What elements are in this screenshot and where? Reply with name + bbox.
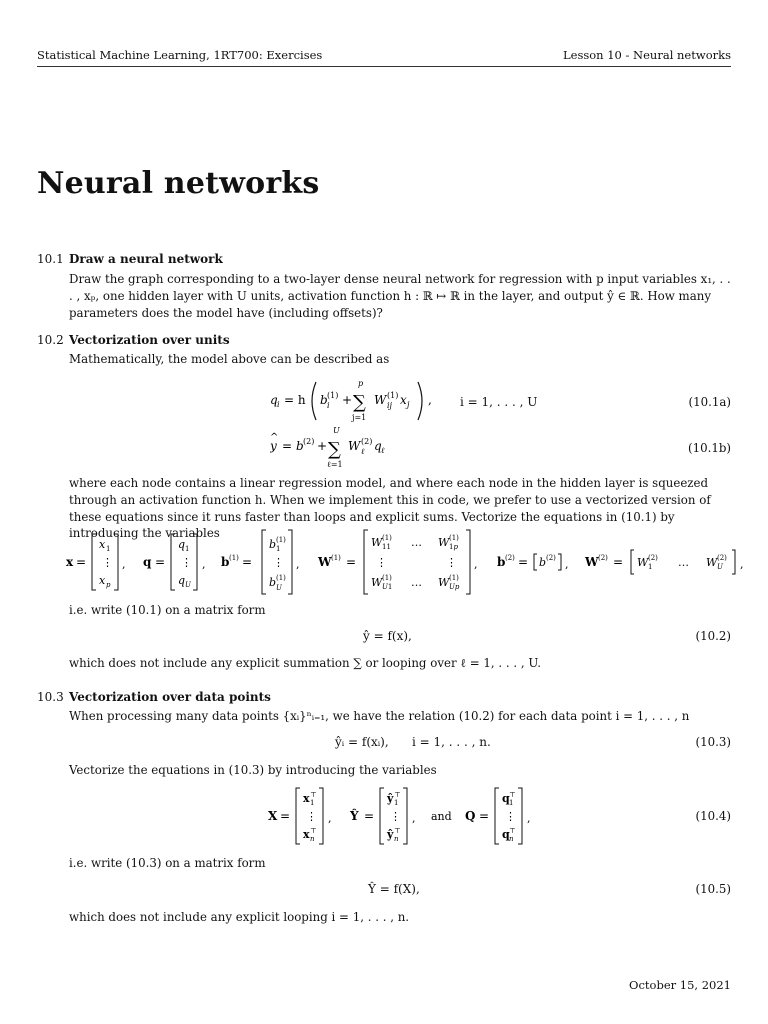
svg-text:W: W: [438, 576, 450, 589]
svg-text:…: …: [411, 536, 422, 549]
equation-10-3-range: i = 1, . . . , n.: [412, 735, 491, 749]
svg-text:⊤: ⊤: [394, 791, 401, 799]
section-title: Vectorization over units: [69, 333, 230, 347]
svg-text:⋮: ⋮: [390, 810, 401, 823]
svg-text:(1): (1): [331, 554, 341, 562]
header-rule: [37, 66, 731, 67]
section-number: 10.1: [37, 252, 64, 266]
equation-10-1a-range: i = 1, . . . , U: [460, 395, 538, 409]
svg-text:Up: Up: [449, 583, 460, 591]
svg-text:⊤: ⊤: [310, 791, 317, 799]
section-title: Vectorization over data points: [69, 690, 271, 704]
svg-text:,: ,: [428, 393, 432, 407]
section-10-3-vectorize: Vectorize the equations in (10.3) by introducing the variables: [69, 763, 437, 777]
equation-10-3: ŷᵢ = f(xᵢ),: [335, 735, 389, 749]
svg-text:W: W: [637, 556, 649, 569]
svg-text:q: q: [502, 828, 510, 841]
svg-text:=: =: [479, 809, 490, 823]
svg-text:Ŷ: Ŷ: [350, 809, 359, 823]
svg-text:=: =: [518, 555, 529, 569]
svg-text:=: =: [280, 809, 291, 823]
equation-label: (10.5): [695, 882, 731, 896]
svg-text:(1): (1): [382, 574, 392, 582]
svg-text:U: U: [276, 584, 282, 592]
svg-text:⊤: ⊤: [310, 827, 317, 835]
svg-text:U1: U1: [382, 583, 393, 591]
svg-text:x: x: [400, 393, 407, 407]
footer-date: October 15, 2021: [629, 978, 731, 992]
equation-label: (10.1b): [687, 441, 731, 455]
svg-text:W: W: [374, 393, 387, 407]
section-number: 10.2: [37, 333, 64, 347]
svg-text:⋮: ⋮: [505, 810, 516, 823]
svg-text:,: ,: [474, 558, 478, 571]
svg-text:=: =: [155, 555, 166, 569]
equation-label: (10.1a): [688, 395, 731, 409]
svg-text:n: n: [394, 835, 399, 843]
svg-text:ℓ: ℓ: [361, 447, 365, 456]
svg-text:(1): (1): [387, 391, 399, 400]
svg-text:(2): (2): [648, 554, 658, 562]
svg-text:x: x: [303, 792, 310, 805]
svg-text:⋮: ⋮: [181, 556, 192, 569]
svg-text:b: b: [320, 393, 328, 407]
section-10-3-closing: which does not include any explicit looping i = 1, . . . , n.: [69, 910, 410, 924]
svg-text:q: q: [143, 555, 152, 569]
svg-text:,: ,: [202, 558, 206, 571]
equation-label: (10.2): [695, 629, 731, 643]
svg-text:(1): (1): [449, 574, 459, 582]
header-course: Statistical Machine Learning, 1RT700: Exercises: [37, 48, 323, 62]
svg-text:ℓ: ℓ: [381, 446, 385, 455]
svg-text:ℓ=1: ℓ=1: [327, 460, 343, 469]
svg-text:1: 1: [185, 545, 190, 553]
svg-text:W: W: [348, 439, 361, 453]
svg-text:1: 1: [106, 545, 111, 553]
svg-text:x: x: [66, 555, 74, 569]
svg-text:(1): (1): [229, 554, 239, 562]
svg-text:⋮: ⋮: [306, 810, 317, 823]
svg-text:=: =: [346, 555, 357, 569]
section-title: Draw a neural network: [69, 252, 223, 266]
equation-10-4-graphic: [268, 786, 538, 846]
svg-text:=: =: [76, 555, 87, 569]
svg-text:1: 1: [276, 545, 281, 553]
equation-10-1b-graphic: [270, 426, 430, 472]
svg-text:1: 1: [509, 799, 514, 807]
svg-text:+: +: [317, 439, 328, 453]
svg-text:=: =: [282, 439, 293, 453]
equation-10-2: ŷ = f(x),: [363, 629, 412, 643]
svg-text:b: b: [539, 556, 547, 569]
svg-text:W: W: [318, 555, 332, 569]
svg-text:=: =: [613, 555, 624, 569]
equation-10-1a: [270, 378, 610, 427]
svg-text:y: y: [270, 439, 277, 453]
svg-text:(2): (2): [598, 554, 608, 562]
svg-text:n: n: [310, 835, 315, 843]
svg-text:x: x: [99, 538, 106, 551]
svg-text:q: q: [502, 792, 510, 805]
svg-text:⋮: ⋮: [446, 556, 457, 569]
svg-text:U: U: [717, 563, 723, 571]
svg-text:U: U: [185, 581, 191, 589]
svg-text:i: i: [327, 401, 330, 410]
svg-text:= h: = h: [284, 393, 306, 407]
svg-text:+: +: [342, 393, 353, 407]
svg-text:,: ,: [296, 558, 300, 571]
page-title: Neural networks: [37, 166, 320, 201]
svg-text:p: p: [106, 581, 111, 589]
svg-text:⊤: ⊤: [509, 827, 516, 835]
svg-text:X: X: [268, 809, 278, 823]
section-10-2-matrix-form: i.e. write (10.1) on a matrix form: [69, 603, 266, 617]
svg-text:=: =: [242, 555, 253, 569]
equation-label: (10.3): [695, 735, 731, 749]
section-10-2-intro: Mathematically, the model above can be described as: [69, 352, 390, 366]
svg-text:⊤: ⊤: [394, 827, 401, 835]
svg-text:ŷ: ŷ: [387, 792, 394, 805]
equation-10-4: [268, 786, 538, 850]
svg-text:(1): (1): [327, 391, 339, 400]
header-lesson: Lesson 10 - Neural networks: [563, 48, 731, 62]
svg-text:ij: ij: [387, 401, 393, 410]
svg-text:^: ^: [270, 432, 279, 443]
svg-text:b: b: [221, 555, 230, 569]
svg-text:q: q: [178, 574, 186, 587]
svg-text:(1): (1): [382, 534, 392, 542]
svg-text:(2): (2): [546, 554, 556, 562]
vector-definitions: [66, 528, 756, 600]
svg-text:⋮: ⋮: [273, 556, 284, 569]
equation-10-4-and: and: [431, 810, 452, 823]
svg-text:W: W: [438, 536, 450, 549]
svg-text:b: b: [497, 555, 506, 569]
svg-text:(2): (2): [361, 437, 373, 446]
equation-10-5: Ŷ = f(X),: [368, 882, 420, 896]
svg-text:11: 11: [382, 543, 391, 551]
vector-definitions-graphic: [66, 528, 756, 596]
section-number: 10.3: [37, 690, 64, 704]
svg-text:b: b: [269, 538, 277, 551]
svg-text:Q: Q: [465, 809, 476, 823]
svg-text:q: q: [374, 439, 382, 453]
svg-text:(2): (2): [717, 554, 727, 562]
section-10-3-intro: When processing many data points {xᵢ}ⁿᵢ₌₁, we have the relation (10.2) for each data point i = 1, . . . , n: [69, 709, 690, 723]
svg-text:1: 1: [394, 799, 399, 807]
svg-text:,: ,: [328, 812, 332, 825]
svg-text:x: x: [303, 828, 310, 841]
equation-label: (10.4): [695, 809, 731, 823]
svg-text:p: p: [358, 379, 364, 388]
section-10-2-after-eq: where each node contains a linear regression model, and where each node in the hidden layer is squeezed through an activation function h. When we implement this in code, we prefer to use a vectorized version of these equations since it runs faster than loops and explicit sums. Vectorize the equations in (10.1) by introducing the variables: [69, 476, 711, 541]
svg-text:1: 1: [310, 799, 315, 807]
svg-text:j=1: j=1: [352, 413, 367, 422]
svg-text:…: …: [411, 576, 422, 589]
svg-text:q: q: [178, 538, 186, 551]
svg-text:(1): (1): [449, 534, 459, 542]
svg-text:(1): (1): [276, 536, 286, 544]
svg-text:,: ,: [122, 558, 126, 571]
svg-text:W: W: [585, 555, 599, 569]
svg-text:,: ,: [527, 812, 531, 825]
svg-text:W: W: [371, 576, 383, 589]
svg-text:ŷ: ŷ: [387, 828, 394, 841]
svg-text:x: x: [99, 574, 106, 587]
svg-text:W: W: [371, 536, 383, 549]
svg-text:j: j: [407, 400, 410, 409]
svg-text:,: ,: [565, 558, 569, 571]
svg-text:W: W: [706, 556, 718, 569]
svg-text:∑: ∑: [328, 439, 341, 460]
svg-text:,: ,: [412, 812, 416, 825]
section-10-1-text: Draw the graph corresponding to a two-layer dense neural network for regression with p input variables x₁, . . . , xₚ, one hidden layer with U units, activation function h : ℝ ↦ ℝ in the layer, and output ŷ ∈ ℝ. How many parameters does the model have (including offsets)?: [69, 272, 731, 320]
svg-text:1p: 1p: [449, 543, 458, 551]
svg-text:b: b: [296, 439, 304, 453]
svg-text:=: =: [364, 809, 375, 823]
section-10-2-closing: which does not include any explicit summation ∑ or looping over ℓ = 1, . . . , U.: [69, 656, 542, 670]
equation-10-1a-graphic: [270, 378, 610, 424]
svg-text:n: n: [509, 835, 514, 843]
svg-text:∑: ∑: [353, 392, 366, 413]
svg-text:b: b: [269, 576, 277, 589]
svg-text:⋮: ⋮: [102, 556, 113, 569]
svg-text:(2): (2): [303, 437, 315, 446]
svg-text:q: q: [270, 393, 278, 407]
svg-text:⊤: ⊤: [509, 791, 516, 799]
svg-text:,: ,: [740, 558, 744, 571]
svg-text:i: i: [277, 400, 280, 409]
svg-text:U: U: [333, 426, 340, 435]
svg-text:…: …: [678, 556, 689, 569]
svg-text:(2): (2): [505, 554, 515, 562]
section-10-3-matrix-form: i.e. write (10.3) on a matrix form: [69, 856, 266, 870]
svg-text:⋮: ⋮: [376, 556, 387, 569]
svg-text:1: 1: [648, 563, 653, 571]
svg-text:(1): (1): [276, 574, 286, 582]
equation-10-1b: [270, 426, 430, 475]
